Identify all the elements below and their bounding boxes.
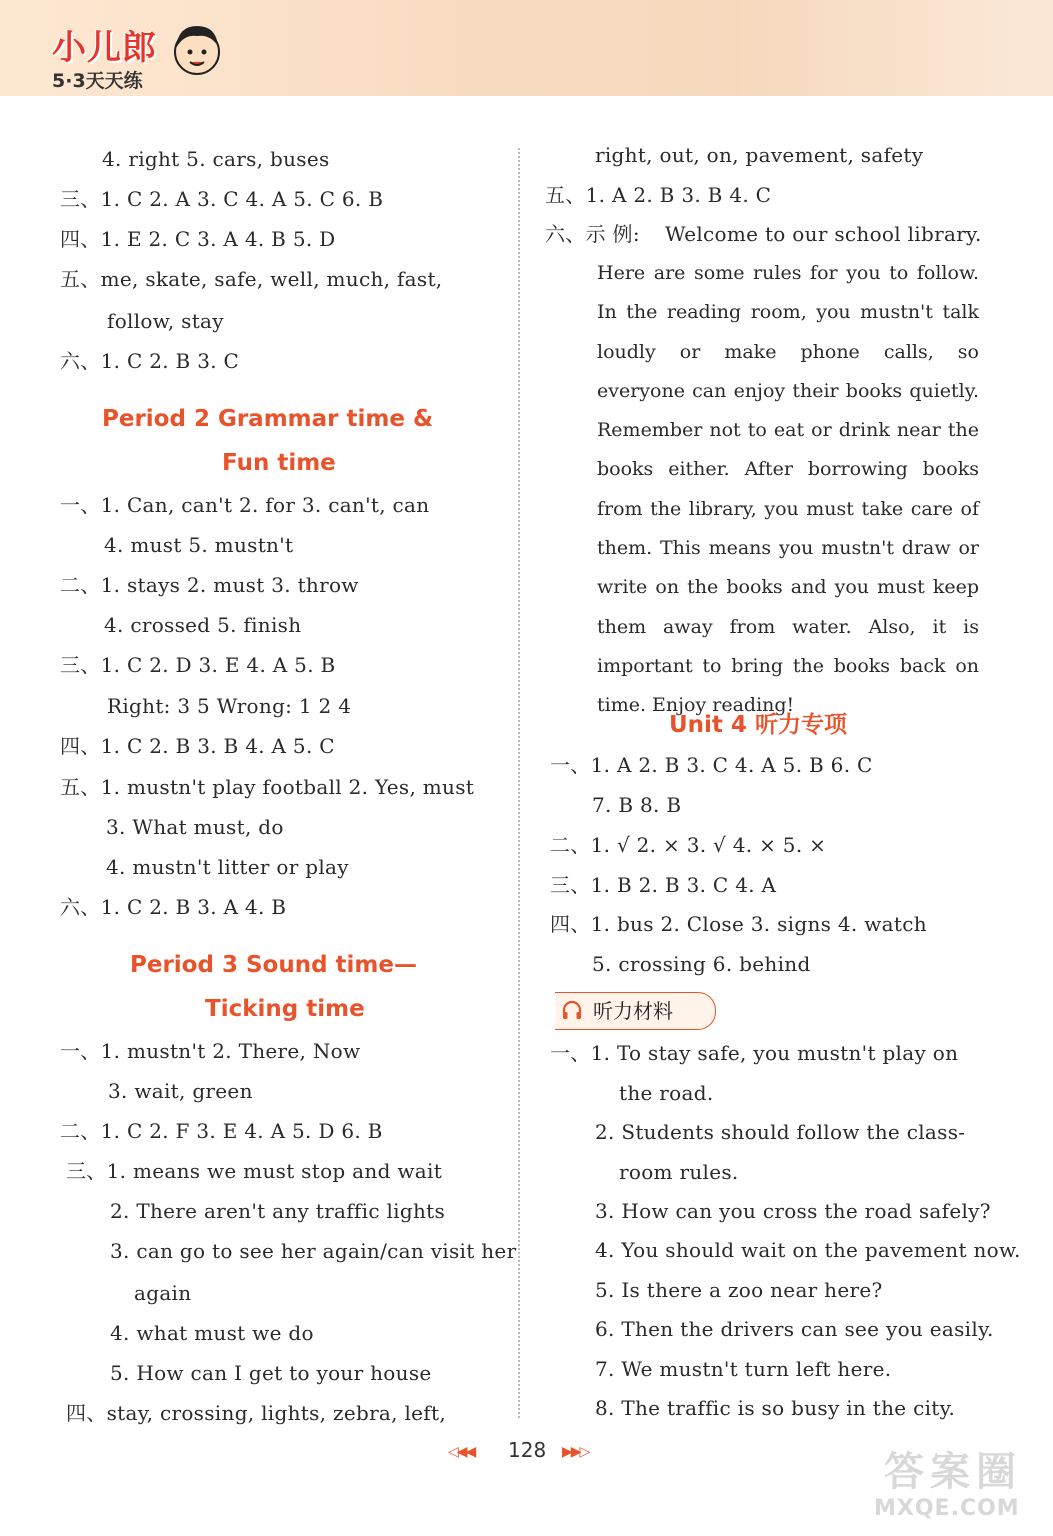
answer-line: Right: 3 5 Wrong: 1 2 4 — [107, 694, 352, 718]
watermark-top: 答案圈 — [884, 1449, 1022, 1495]
answer-line: 五、me, skate, safe, well, much, fast, — [60, 267, 443, 291]
answer-line: 4. mustn't litter or play — [106, 855, 349, 879]
listening-line: 2. Students should follow the class- — [595, 1120, 966, 1144]
answer-line: right, out, on, pavement, safety — [595, 143, 924, 167]
answer-line: 4. crossed 5. finish — [104, 613, 302, 637]
example-label: 六、示 例: — [545, 222, 640, 246]
page-footer — [440, 1438, 620, 1468]
listening-line: 5. Is there a zoo near here? — [595, 1278, 883, 1302]
answer-line: again — [134, 1281, 192, 1305]
answer-line: follow, stay — [107, 309, 224, 333]
listening-line: 一、1. To stay safe, you mustn't play on — [550, 1041, 959, 1065]
answer-line: 5. crossing 6. behind — [592, 952, 811, 976]
listening-material-label: 听力材料 — [593, 999, 673, 1023]
answer-line: 一、1. mustn't 2. There, Now — [60, 1039, 361, 1063]
answer-line: 7. B 8. B — [592, 793, 682, 817]
answer-line: 四、1. C 2. B 3. B 4. A 5. C — [60, 734, 335, 758]
answer-line: 六、1. C 2. B 3. C — [60, 349, 240, 373]
brand-title: 小儿郎 — [52, 28, 157, 68]
brand-logo — [48, 18, 228, 98]
example-first-line: Welcome to our school library. — [665, 222, 982, 246]
answer-line: 三、1. B 2. B 3. C 4. A — [550, 873, 777, 897]
answer-line: 2. There aren't any traffic lights — [110, 1199, 446, 1223]
listening-line: 4. You should wait on the pavement now. — [595, 1238, 1021, 1262]
answer-line: 3. What must, do — [106, 815, 284, 839]
listening-line: 6. Then the drivers can see you easily. — [595, 1317, 994, 1341]
answer-line: 二、1. stays 2. must 3. throw — [60, 573, 359, 597]
listening-line: the road. — [619, 1081, 714, 1105]
listening-line: 8. The traffic is so busy in the city. — [595, 1396, 956, 1420]
page-number: 128 — [508, 1438, 547, 1462]
answer-line: 4. what must we do — [110, 1321, 314, 1345]
answer-line: 一、1. Can, can't 2. for 3. can't, can — [60, 493, 430, 517]
prev-arrows-icon: ◁◀◀ — [448, 1444, 475, 1460]
answer-line: 三、1. C 2. A 3. C 4. A 5. C 6. B — [60, 187, 384, 211]
answer-line: 二、1. C 2. F 3. E 4. A 5. D 6. B — [60, 1119, 383, 1143]
watermark-logo — [870, 1440, 1040, 1530]
answer-line: 四、1. bus 2. Close 3. signs 4. watch — [550, 912, 927, 936]
example-paragraph: Here are some rules for you to follow. In the reading room, you mustn't talk loudly or make phone calls, so everyone can enjoy their books quietly. Remember not to eat or drink near the books either. After borrowing books from the library, you must take care of them. This means you mustn't draw or write on the books and you must keep them away from water. Also, it is important to bring the books back on time. Enjoy reading! — [597, 262, 979, 717]
answer-line: 三、1. means we must stop and wait — [66, 1159, 443, 1183]
section-heading-unit-4: Unit 4 听力专项 — [669, 712, 847, 738]
brand-subtitle: 5·3天天练 — [52, 70, 143, 92]
answer-line: 4. right 5. cars, buses — [102, 147, 330, 171]
answer-line: 六、1. C 2. B 3. A 4. B — [60, 895, 287, 919]
answer-line: 五、1. A 2. B 3. B 4. C — [545, 183, 772, 207]
section-heading-period-3: Period 3 Sound time— — [130, 952, 417, 978]
answer-line: 五、1. mustn't play football 2. Yes, must — [60, 775, 475, 799]
answer-line: 一、1. A 2. B 3. C 4. A 5. B 6. C — [550, 753, 873, 777]
answer-line: 二、1. √ 2. × 3. √ 4. × 5. × — [550, 833, 827, 857]
next-arrows-icon: ▶▶▷ — [562, 1444, 589, 1460]
listening-line: room rules. — [619, 1160, 739, 1184]
listening-material-tag — [555, 992, 716, 1030]
answer-line: 4. must 5. mustn't — [104, 533, 294, 557]
mascot-boy-icon — [166, 18, 228, 80]
answer-line: 四、1. E 2. C 3. A 4. B 5. D — [60, 227, 336, 251]
listening-line: 3. How can you cross the road safely? — [595, 1199, 991, 1223]
section-heading-period-3-cont: Ticking time — [205, 996, 365, 1022]
answer-line: 5. How can I get to your house — [110, 1361, 432, 1385]
section-heading-period-2-cont: Fun time — [222, 450, 336, 476]
answer-line: 三、1. C 2. D 3. E 4. A 5. B — [60, 653, 336, 677]
answer-line: 3. wait, green — [108, 1079, 253, 1103]
column-divider — [518, 148, 520, 1418]
listening-line: 7. We mustn't turn left here. — [595, 1357, 892, 1381]
headphones-icon — [561, 999, 583, 1021]
answer-line: 3. can go to see her again/can visit her — [110, 1239, 517, 1263]
answer-line: 四、stay, crossing, lights, zebra, left, — [66, 1401, 447, 1425]
section-heading-period-2: Period 2 Grammar time & — [102, 406, 434, 432]
watermark-bottom: MXQE.COM — [874, 1496, 1020, 1521]
